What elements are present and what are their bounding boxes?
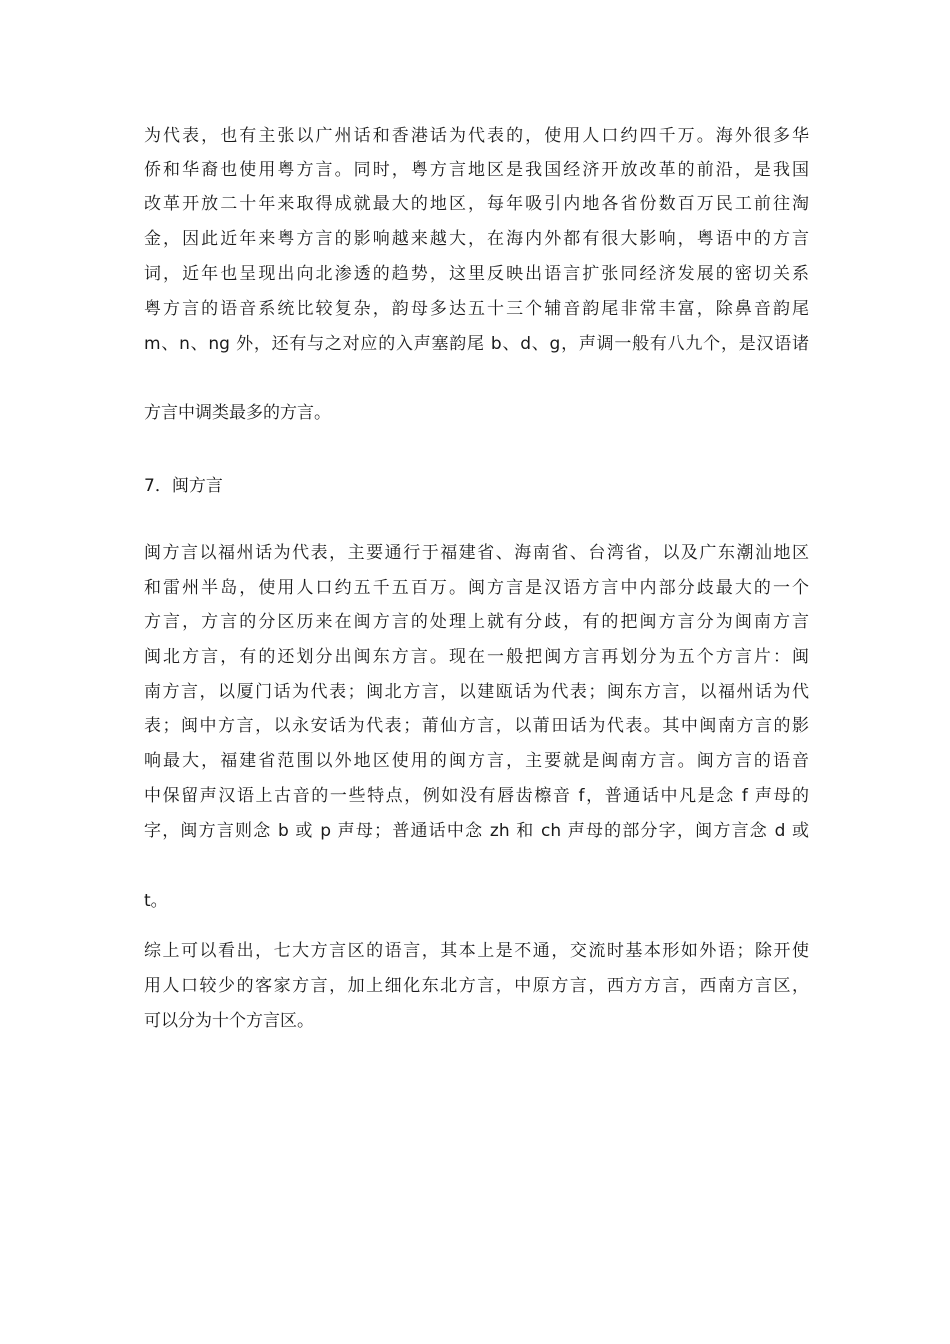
paragraph-line: 方言中调类最多的方言。 (144, 403, 331, 423)
paragraph-line: 和雷州半岛，使用人口约五千五百万。闽方言是汉语方言中内部分歧最大的一个 (144, 578, 809, 598)
paragraph-line: 中保留声汉语上古音的一些特点，例如没有唇齿檫音 f，普通话中凡是念 f 声母的 (144, 786, 809, 806)
paragraph-line: 方言，方言的分区历来在闽方言的处理上就有分歧，有的把闽方言分为闽南方言 (144, 612, 809, 632)
paragraph-line: 响最大，福建省范围以外地区使用的闽方言，主要就是闽南方言。闽方言的语音 (144, 751, 809, 771)
paragraph-line: 用人口较少的客家方言，加上细化东北方言，中原方言，西方方言，西南方言区， (144, 976, 809, 996)
paragraph-line: 词，近年也呈现出向北渗透的趋势，这里反映出语言扩张同经济发展的密切关系 (144, 264, 809, 284)
paragraph-line: 为代表，也有主张以广州话和香港话为代表的，使用人口约四千万。海外很多华 (144, 126, 809, 146)
paragraph-line: 改革开放二十年来取得成就最大的地区，每年吸引内地各省份数百万民工前往淘 (144, 194, 809, 214)
paragraph-line: 综上可以看出，七大方言区的语言，其本上是不通，交流时基本形如外语；除开使 (144, 941, 809, 961)
paragraph-line: m、n、ng 外，还有与之对应的入声塞韵尾 b、d、g，声调一般有八九个，是汉语诸 (144, 334, 809, 354)
paragraph-line: 可以分为十个方言区。 (144, 1011, 314, 1031)
paragraph-line: 闽北方言，有的还划分出闽东方言。现在一般把闽方言再划分为五个方言片：闽 (144, 647, 809, 667)
paragraph-line: 闽方言以福州话为代表，主要通行于福建省、海南省、台湾省，以及广东潮汕地区 (144, 543, 809, 563)
paragraph-line: 南方言，以厦门话为代表；闽北方言，以建瓯话为代表；闽东方言，以福州话为代 (144, 682, 809, 702)
section-heading: 7．闽方言 (144, 476, 223, 496)
paragraph-line: 粤方言的语音系统比较复杂，韵母多达五十三个辅音韵尾非常丰富，除鼻音韵尾 (144, 299, 809, 319)
paragraph-line: 侨和华裔也使用粤方言。同时，粤方言地区是我国经济开放改革的前沿，是我国 (144, 160, 809, 180)
paragraph-line: t。 (144, 891, 168, 911)
paragraph-line: 金，因此近年来粤方言的影响越来越大，在海内外都有很大影响，粤语中的方言 (144, 229, 809, 249)
paragraph-line: 字，闽方言则念 b 或 p 声母；普通话中念 zh 和 ch 声母的部分字，闽方言念 d 或 (144, 821, 809, 841)
paragraph-line: 表；闽中方言，以永安话为代表；莆仙方言，以莆田话为代表。其中闽南方言的影 (144, 716, 809, 736)
